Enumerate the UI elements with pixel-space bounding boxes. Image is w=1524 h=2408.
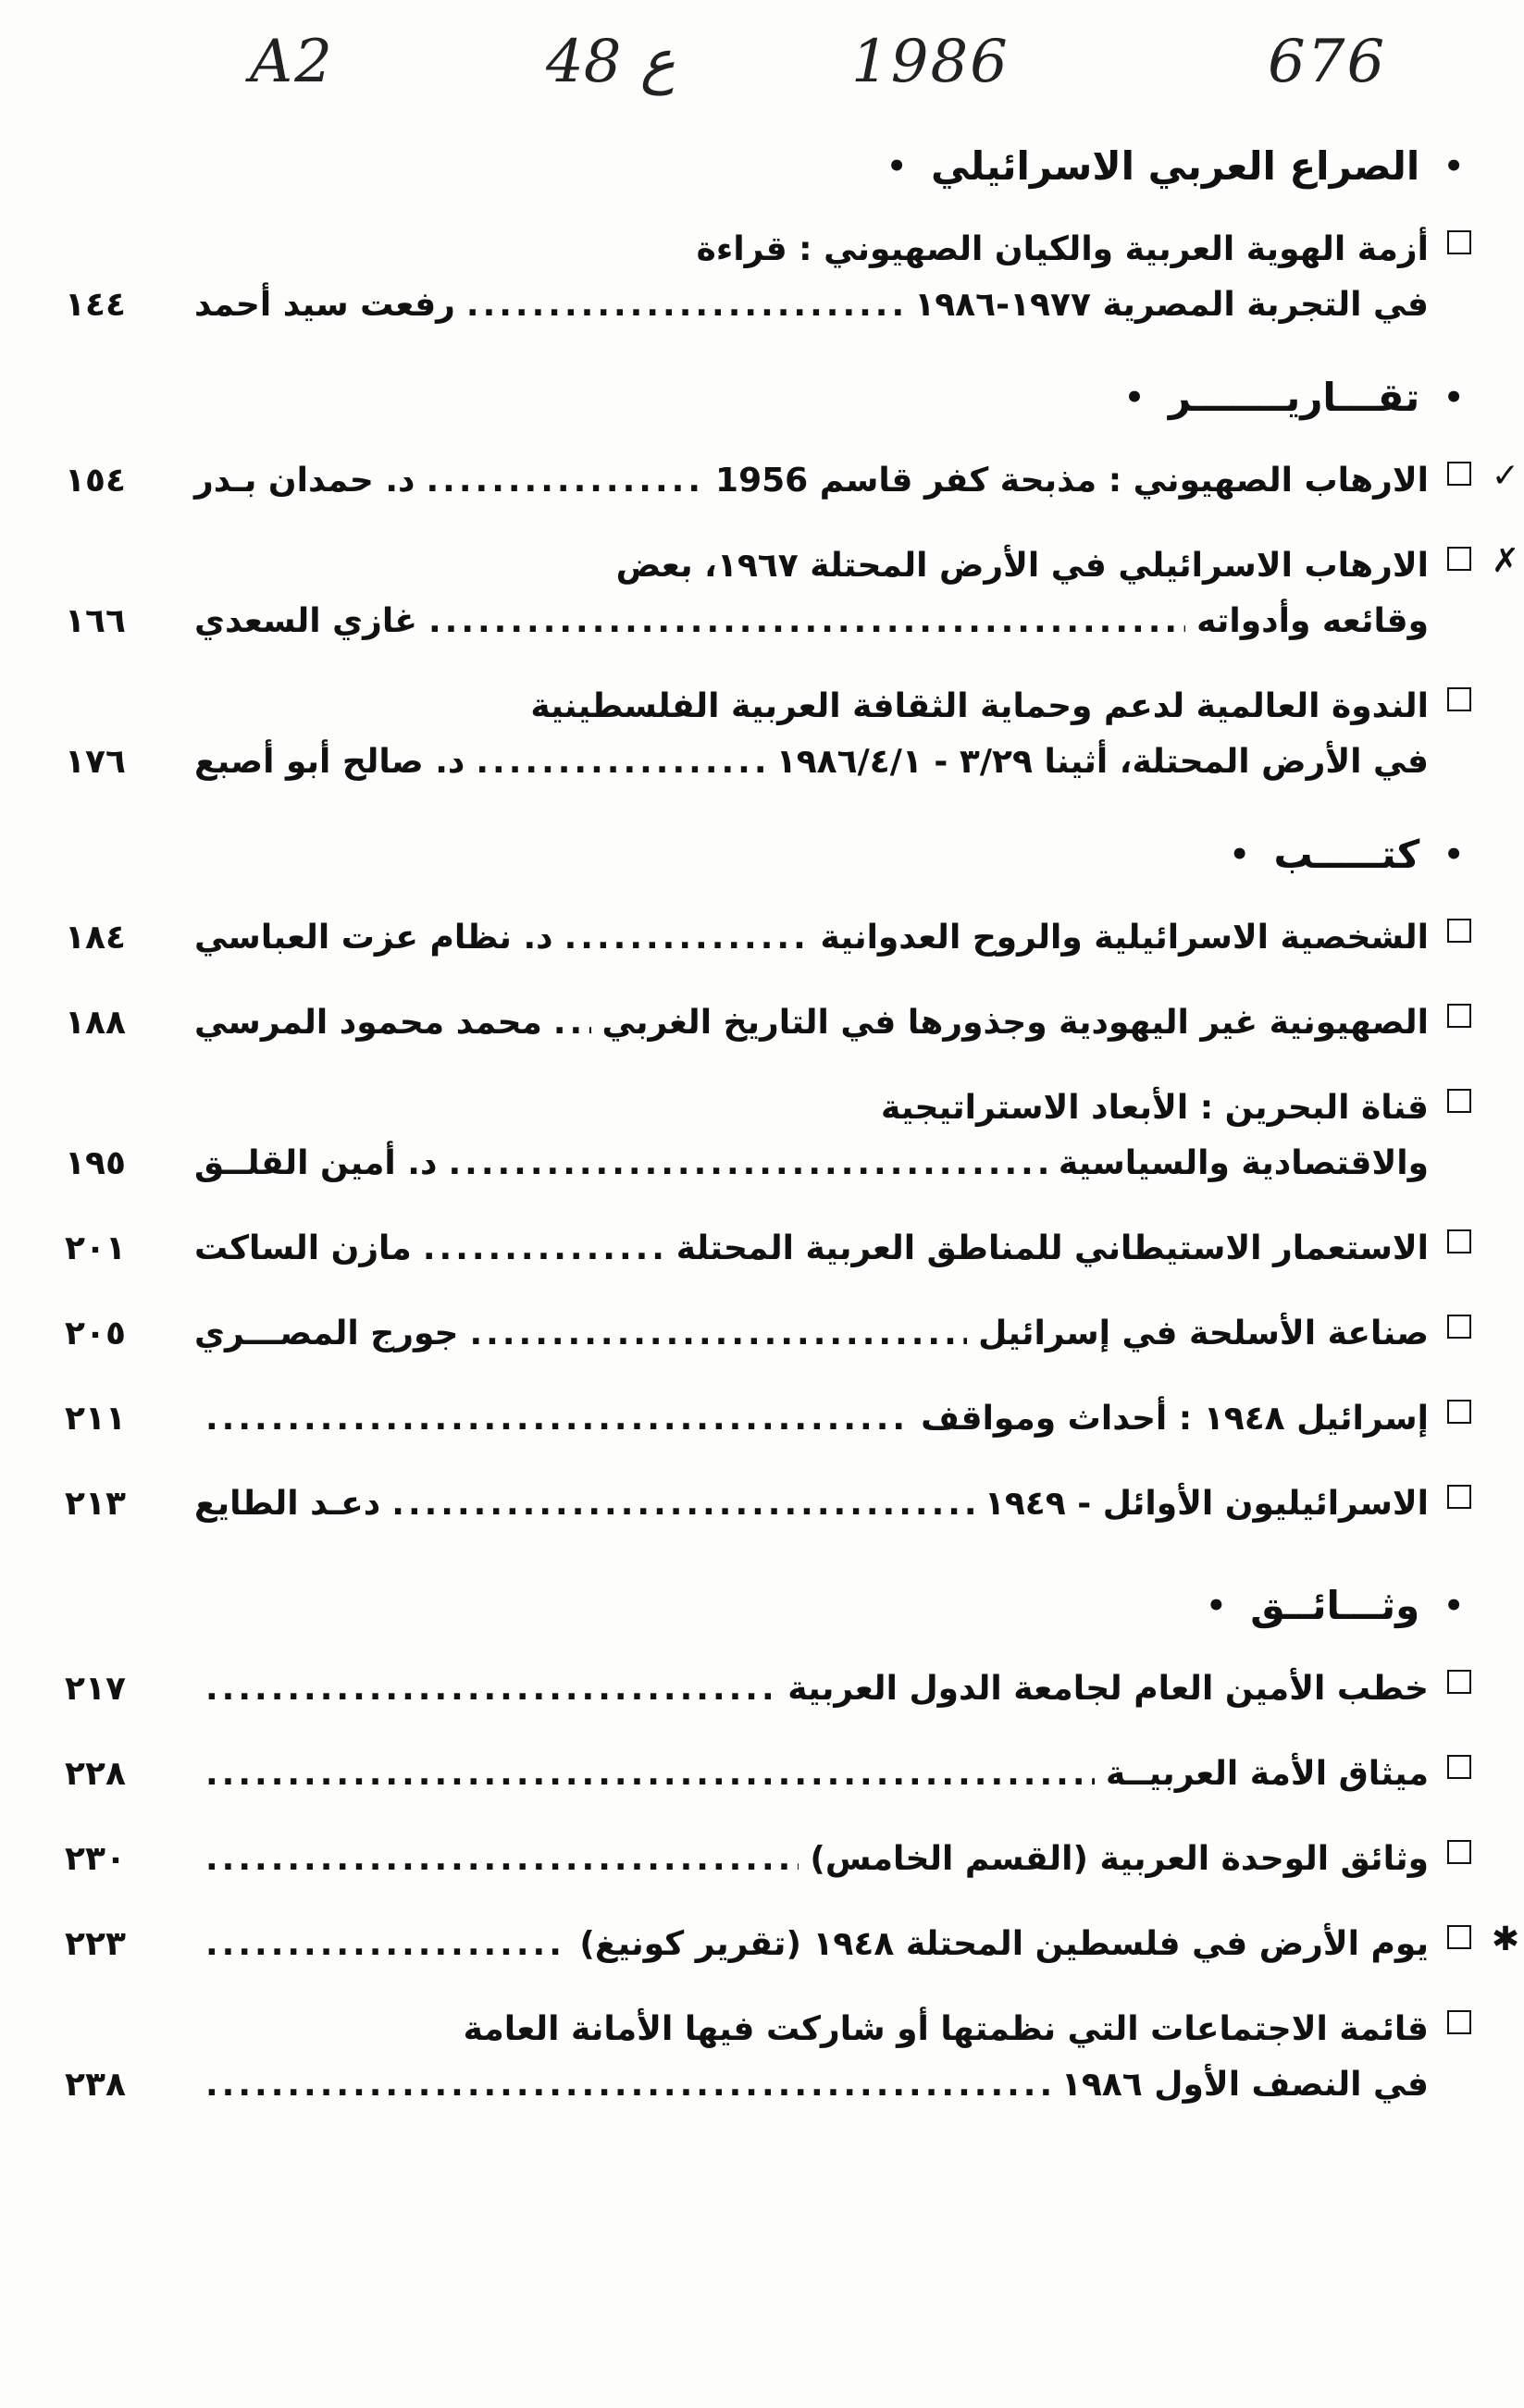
entry-line (65, 222, 1471, 278)
entry-author: د. نظام عزت العباسي (194, 919, 553, 957)
bullet-icon: • (1124, 379, 1145, 416)
entry-line (65, 1476, 1471, 1532)
entry-line (65, 278, 1471, 333)
dot-leader (448, 1136, 1047, 1192)
entry-title: الاستعمار الاستيطاني للمناطق العربية المحتلة (675, 1229, 1429, 1267)
toc-entry (65, 910, 1471, 966)
entry-author: د. أمين القلــق (194, 1144, 438, 1182)
dot-leader (205, 1661, 776, 1717)
entry-title: قناة البحرين : الأبعاد الاستراتيجية (880, 1089, 1429, 1127)
checkbox-icon (1447, 1315, 1471, 1339)
entry-title: أزمة الهوية العربية والكيان الصهيوني : قراءة (696, 230, 1429, 268)
bullet-icon: • (1443, 379, 1464, 416)
bullet-icon: • (1229, 836, 1250, 873)
section-heading (65, 827, 1471, 883)
dot-leader (205, 1832, 799, 1887)
entry-title: الارهاب الاسرائيلي في الأرض المحتلة ١٩٦٧، بعض (615, 547, 1429, 585)
entry-page-number: ٢٠١ (65, 1229, 126, 1267)
checkbox-icon (1447, 1004, 1471, 1028)
toc-section (65, 1578, 1519, 2113)
checkbox-icon (1447, 1089, 1471, 1113)
entry-page-number: ٢٢٨ (65, 1755, 126, 1793)
entry-line (65, 910, 1471, 966)
toc-entry (65, 1081, 1471, 1192)
dot-leader (205, 1747, 1095, 1802)
entry-page-number: ١٨٨ (65, 1004, 126, 1042)
entry-line (65, 1832, 1471, 1887)
entry-line (65, 735, 1471, 790)
entry-author: دعـد الطايع (194, 1485, 381, 1523)
entry-line (65, 679, 1471, 735)
section-heading (65, 370, 1471, 426)
checkbox-icon (1447, 1670, 1471, 1694)
entry-line (65, 1136, 1471, 1192)
bullet-icon: • (1443, 836, 1464, 873)
toc-entry (65, 2002, 1471, 2113)
entry-page-number: ٢٠٥ (65, 1315, 126, 1352)
entry-author: غازي السعدي (194, 602, 417, 640)
entry-line (65, 1391, 1471, 1447)
section-heading-text: وثـــائــق (1250, 1583, 1420, 1628)
checkbox-icon (1447, 547, 1471, 571)
entry-line (65, 2002, 1471, 2057)
entry-title: يوم الأرض في فلسطين المحتلة ١٩٤٨ (تقرير كونيغ) (579, 1925, 1429, 1963)
entry-author: د. حمدان بـدر (194, 462, 415, 500)
dot-leader (205, 2057, 1050, 2113)
handwritten-note-number: 676 (1268, 28, 1387, 96)
bullet-icon: • (1443, 1587, 1464, 1624)
toc-section (65, 370, 1519, 790)
entry-title: الارهاب الصهيوني : مذبحة كفر قاسم 1956 (715, 462, 1429, 500)
dot-leader (205, 1917, 568, 1972)
dot-leader (476, 735, 764, 790)
toc-entry (65, 1476, 1471, 1532)
entry-title: قائمة الاجتماعات التي نظمتها أو شاركت فيها الأمانة العامة (463, 2010, 1429, 2048)
dot-leader (466, 278, 903, 333)
table-of-contents (65, 139, 1519, 2143)
entry-title: الصهيونية غير اليهودية وجذورها في التاريخ الغربي (601, 1004, 1429, 1042)
entry-line (65, 2057, 1471, 2113)
entry-title: الشخصية الاسرائيلية والروح العدوانية (820, 919, 1429, 957)
entry-page-number: ٢١٣ (65, 1485, 126, 1523)
checkbox-icon (1447, 230, 1471, 254)
entry-title: صناعة الأسلحة في إسرائيل (978, 1315, 1429, 1352)
toc-entry (65, 1747, 1471, 1802)
toc-entry (65, 1917, 1519, 1972)
entry-author: مازن الساكت (194, 1229, 412, 1267)
dot-leader (553, 995, 591, 1051)
section-heading-text: الصراع العربي الاسرائيلي (930, 143, 1420, 189)
toc-entry (65, 1391, 1471, 1447)
entry-title: والاقتصادية والسياسية (1058, 1144, 1429, 1182)
checkbox-icon (1447, 1229, 1471, 1253)
entry-page-number: ٢٣٠ (65, 1840, 126, 1878)
handwritten-note-year: 1986 (851, 28, 1010, 96)
toc-entry (65, 538, 1519, 649)
entry-author: محمد محمود المرسي (194, 1004, 542, 1042)
checkbox-icon (1447, 919, 1471, 943)
entry-title: في النصف الأول ١٩٨٦ (1060, 2066, 1429, 2104)
entry-title: الاسرائيليون الأوائل - ١٩٤٩ (984, 1485, 1429, 1523)
checkbox-icon (1447, 462, 1471, 486)
toc-entry (65, 1306, 1471, 1362)
checkbox-icon (1447, 1925, 1471, 1949)
section-heading (65, 139, 1471, 194)
entry-title: وثائق الوحدة العربية (القسم الخامس) (810, 1840, 1429, 1878)
margin-mark-icon: ✓ (1491, 457, 1519, 495)
entry-line (65, 1221, 1471, 1277)
toc-entry (65, 453, 1519, 509)
toc-entry (65, 222, 1471, 333)
bullet-icon: • (1443, 148, 1464, 185)
section-heading-text: كتـــــب (1273, 832, 1420, 877)
dot-leader (391, 1476, 973, 1532)
entry-page-number: ٢١٧ (65, 1670, 126, 1708)
entry-line (65, 995, 1471, 1051)
dot-leader (428, 594, 1185, 649)
bullet-icon: • (886, 148, 907, 185)
entry-page-number: ١٥٤ (65, 462, 126, 500)
handwritten-note-a2: A2 (250, 28, 334, 96)
entry-line (65, 1306, 1471, 1362)
section-heading-text: تقـــاريـــــــر (1168, 375, 1420, 420)
entry-title: في الأرض المحتلة، أثينا ٣/٢٩ - ١٩٨٦/٤/١ (775, 743, 1429, 781)
entry-title: في التجربة المصرية ١٩٧٧-١٩٨٦ (914, 286, 1429, 324)
toc-entry (65, 1221, 1471, 1277)
dot-leader (470, 1306, 968, 1362)
section-heading (65, 1578, 1471, 1634)
entry-page-number: ٢٣٨ (65, 2066, 126, 2104)
entry-title: خطب الأمين العام لجامعة الدول العربية (787, 1670, 1429, 1708)
toc-entry (65, 679, 1471, 790)
checkbox-icon (1447, 687, 1471, 711)
bullet-icon: • (1206, 1587, 1227, 1624)
entry-page-number: ٢١١ (65, 1400, 126, 1438)
dot-leader (427, 453, 705, 509)
handwritten-note-issue: ع 48 (546, 28, 675, 96)
entry-line (65, 453, 1471, 509)
entry-author: جورج المصـــري (194, 1315, 459, 1352)
entry-title: الندوة العالمية لدعم وحماية الثقافة العربية الفلسطينية (530, 687, 1429, 725)
entry-page-number: ١٧٦ (65, 743, 126, 781)
dot-leader (205, 1391, 910, 1447)
entry-line (65, 538, 1471, 594)
entry-page-number: ١٤٤ (65, 286, 126, 324)
entry-line (65, 594, 1471, 649)
toc-section (65, 827, 1471, 1532)
entry-title: إسرائيل ١٩٤٨ : أحداث ومواقف (921, 1400, 1429, 1438)
entry-line (65, 1081, 1471, 1136)
checkbox-icon (1447, 1840, 1471, 1864)
checkbox-icon (1447, 1755, 1471, 1779)
entry-title: وقائعه وأدواته (1196, 602, 1429, 640)
entry-line (65, 1661, 1471, 1717)
entry-page-number: ١٨٤ (65, 919, 126, 957)
toc-entry (65, 1661, 1471, 1717)
entry-line (65, 1747, 1471, 1802)
entry-page-number: ١٦٦ (65, 602, 126, 640)
entry-page-number: ١٩٥ (65, 1144, 126, 1182)
dot-leader (564, 910, 810, 966)
toc-section (65, 139, 1471, 333)
margin-mark-icon: ✱ (1491, 1920, 1519, 1958)
entry-author: رفعت سيد أحمد (194, 286, 455, 324)
entry-line (65, 1917, 1471, 1972)
checkbox-icon (1447, 2010, 1471, 2034)
checkbox-icon (1447, 1485, 1471, 1509)
entry-author: د. صالح أبو أصبع (194, 743, 465, 781)
toc-entry (65, 995, 1471, 1051)
entry-title: ميثاق الأمة العربيــة (1106, 1755, 1429, 1793)
checkbox-icon (1447, 1400, 1471, 1424)
dot-leader (423, 1221, 665, 1277)
entry-page-number: ٢٢٣ (65, 1925, 126, 1963)
toc-entry (65, 1832, 1471, 1887)
margin-mark-icon: ✗ (1491, 542, 1519, 580)
